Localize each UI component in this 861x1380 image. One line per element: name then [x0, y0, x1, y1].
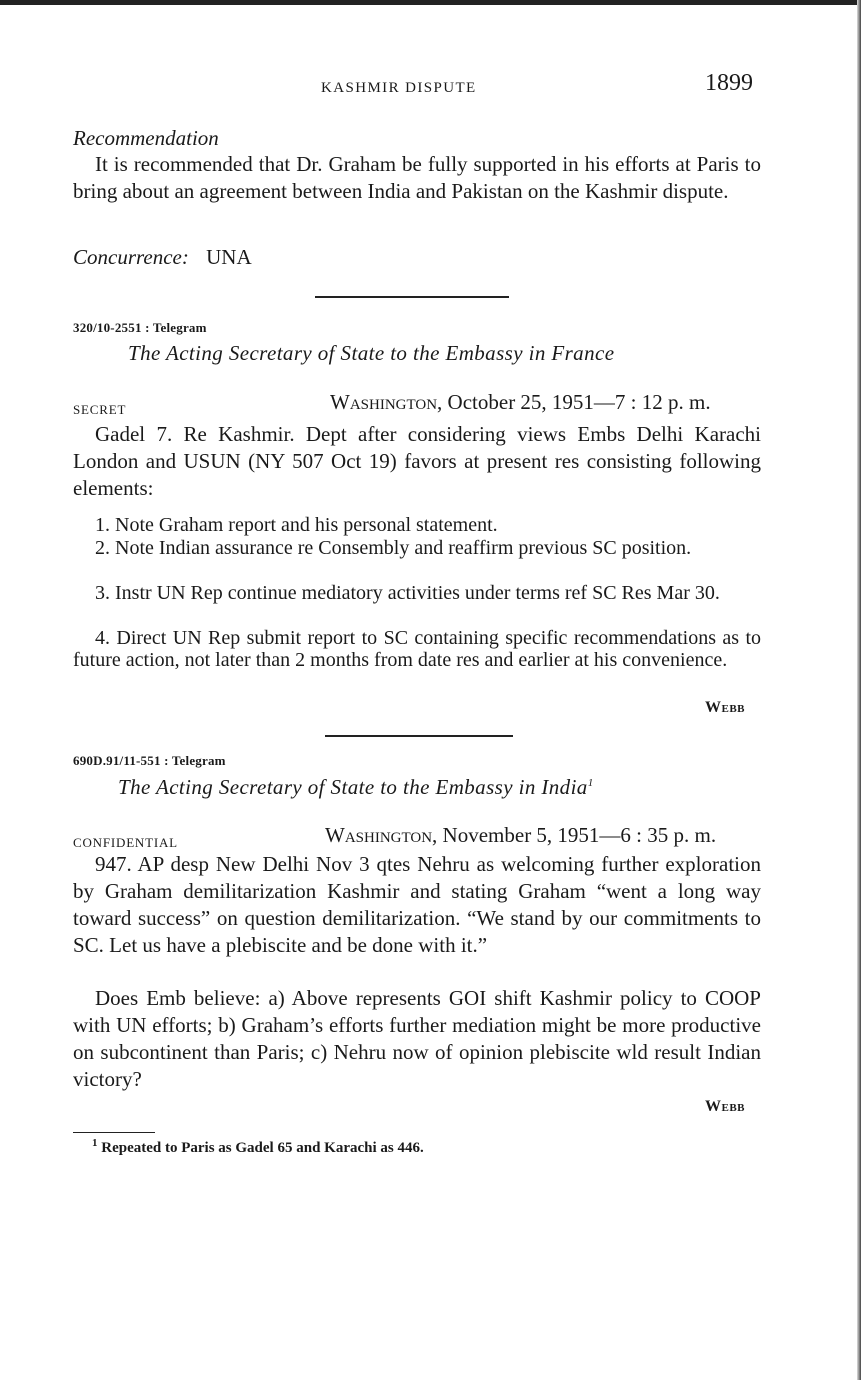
top-scan-border	[0, 0, 861, 5]
document-2-signature: Webb	[705, 1098, 746, 1115]
footnote-reference: 1	[587, 777, 594, 789]
document-1-file-ref: 320/10-2551 : Telegram	[73, 320, 207, 335]
section-divider	[325, 735, 513, 737]
document-1-intro: Gadel 7. Re Kashmir. Dept after considering views Embs Delhi Karachi London and USUN (NY 507 Oct 19) favors at present res consisting following elements:	[73, 422, 761, 500]
document-2-heading	[118, 775, 594, 800]
document-1-heading: The Acting Secretary of State to the Embassy in France	[128, 341, 615, 365]
right-scan-border	[857, 0, 861, 1380]
document-1-classification: SECRET	[73, 402, 127, 417]
document-2-paragraph-1: 947. AP desp New Delhi Nov 3 qtes Nehru as welcoming further exploration by Graham demilitarization Kashmir and stating Graham “went a long way toward success” on question demilitarization. “We stand by our commitments to SC. Let us have a plebiscite and be done with it.”	[73, 852, 761, 957]
document-1-signature: Webb	[705, 699, 746, 716]
document-2-classification: CONFIDENTIAL	[73, 835, 178, 850]
concurrence-value: UNA	[206, 245, 252, 269]
document-1-item-2: 2. Note Indian assurance re Consembly and reaffirm previous SC position.	[95, 537, 692, 559]
document-2-heading-text: The Acting Secretary of State to the Embassy in India	[118, 775, 588, 799]
document-1-item-3: 3. Instr UN Rep continue mediatory activities under terms ref SC Res Mar 30.	[95, 582, 720, 604]
footnote-rule	[73, 1132, 155, 1133]
footnote-text: Repeated to Paris as Gadel 65 and Karachi as 446.	[101, 1140, 424, 1156]
recommendation-heading: Recommendation	[73, 126, 219, 150]
document-1-dateline-date: October 25, 1951—7 : 12 p. m.	[447, 390, 711, 414]
document-2-dateline	[325, 823, 716, 848]
page-number: 1899	[705, 70, 753, 96]
footnote	[92, 1137, 424, 1157]
concurrence-label: Concurrence:	[73, 245, 189, 269]
document-2-dateline-date: November 5, 1951—6 : 35 p. m.	[442, 823, 717, 847]
document-1-dateline	[330, 390, 711, 415]
document-1-dateline-city: Washington,	[330, 390, 443, 414]
footnote-mark: 1	[92, 1137, 98, 1149]
concurrence-line	[73, 244, 252, 271]
running-head: KASHMIR DISPUTE	[321, 80, 477, 96]
document-1-item-4: 4. Direct UN Rep submit report to SC containing specific recommendations as to future action, not later than 2 months from date res and earlier at his convenience.	[73, 627, 761, 671]
document-2-paragraph-2: Does Emb believe: a) Above represents GOI shift Kashmir policy to COOP with UN efforts; b) Graham’s efforts further mediation might be more productive on subcontinent than Paris; c) Nehru now of opinion plebiscite wld result Indian victory?	[73, 986, 761, 1091]
document-1-item-1: 1. Note Graham report and his personal statement.	[95, 514, 498, 536]
recommendation-text: It is recommended that Dr. Graham be fully supported in his efforts at Paris to bring about an agreement between India and Pakistan on the Kashmir dispute.	[73, 152, 761, 203]
document-2-dateline-city: Washington,	[325, 823, 438, 847]
document-2-file-ref: 690D.91/11-551 : Telegram	[73, 753, 226, 768]
section-divider	[315, 296, 509, 298]
